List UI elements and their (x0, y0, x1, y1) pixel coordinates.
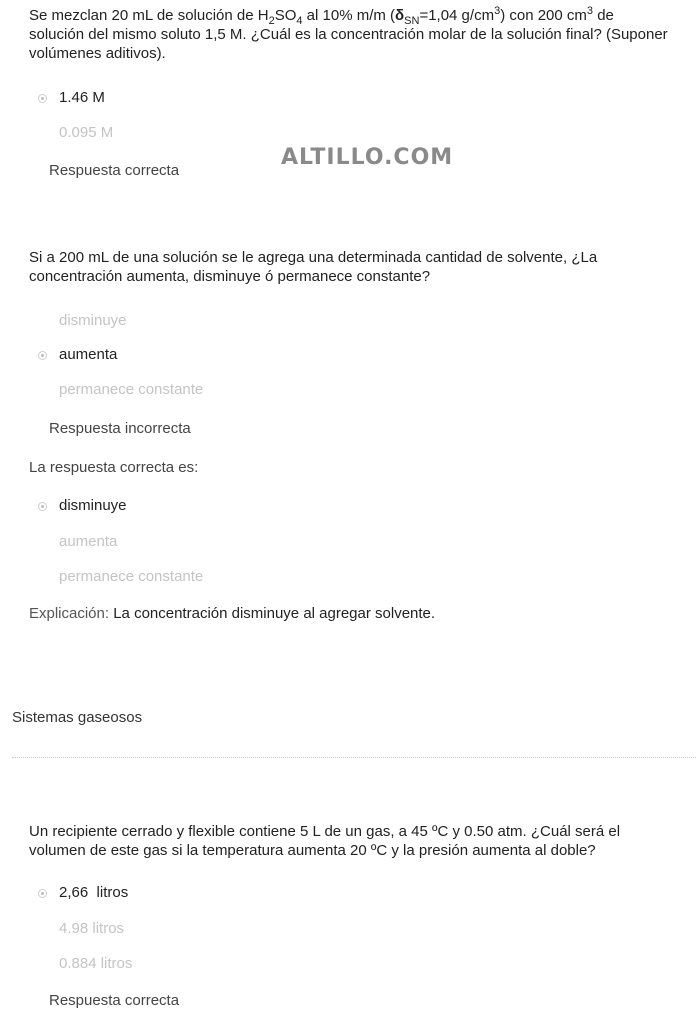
q2-correct-option-1-radio-icon (38, 502, 47, 511)
q2-option-3[interactable]: permanece constante (59, 381, 204, 398)
q3-option-1-radio-icon[interactable] (38, 889, 47, 898)
q1-feedback: Respuesta correcta (49, 162, 180, 179)
q3-option-2[interactable]: 4.98 litros (59, 920, 125, 937)
q2-option-2-radio-icon[interactable] (38, 351, 47, 360)
q1-option-1-radio-icon[interactable] (38, 94, 47, 103)
q2-explanation-text: La concentración disminuye al agregar solvente. (109, 605, 436, 622)
watermark-logo: ALTILLO.COM (281, 145, 454, 170)
question-1-text: Se mezclan 20 mL de solución de $H_2SO_4$ al 10% m/m ($\delta_{SN}=1,04$ $g/cm^3$) con 200 $cm^3$ de solución del mismo soluto 1,5 M. ¿Cuál es la concentración molar de la solución final? (Suponer volúmenes aditivos). (29, 5, 668, 62)
question-3-text: Un recipiente cerrado y flexible contiene 5 L de un gas, a 45 ºC y 0.50 atm. ¿Cuál será el volumen de este gas si la temperatura aumenta 20 ºC y la presión aumenta al doble? (29, 823, 621, 859)
q2-explanation-label: Explicación: (29, 605, 110, 622)
q2-feedback: Respuesta incorrecta (49, 420, 191, 437)
section-title: Sistemas gaseosos (12, 709, 143, 726)
q2-correct-answer-label: La respuesta correcta es: (29, 459, 199, 476)
q3-option-3[interactable]: 0.884 litros (59, 955, 133, 972)
q2-correct-option-3: permanece constante (59, 568, 204, 585)
q2-correct-option-2: aumenta (59, 533, 118, 550)
q1-option-2[interactable]: 0.095 M (59, 124, 114, 141)
q3-option-1[interactable]: 2,66 litros (59, 884, 129, 901)
q2-explanation (29, 605, 435, 623)
section-divider (12, 757, 696, 758)
q1-option-1[interactable]: 1.46 M (59, 89, 105, 106)
q3-feedback: Respuesta correcta (49, 992, 180, 1009)
q2-correct-option-1: disminuye (59, 497, 127, 514)
question-2-text: Si a 200 mL de una solución se le agrega una determinada cantidad de solvente, ¿La concentración aumenta, disminuye ó permanece constante? (29, 249, 598, 285)
q2-option-2[interactable]: aumenta (59, 346, 118, 363)
q2-option-1[interactable]: disminuye (59, 312, 127, 329)
